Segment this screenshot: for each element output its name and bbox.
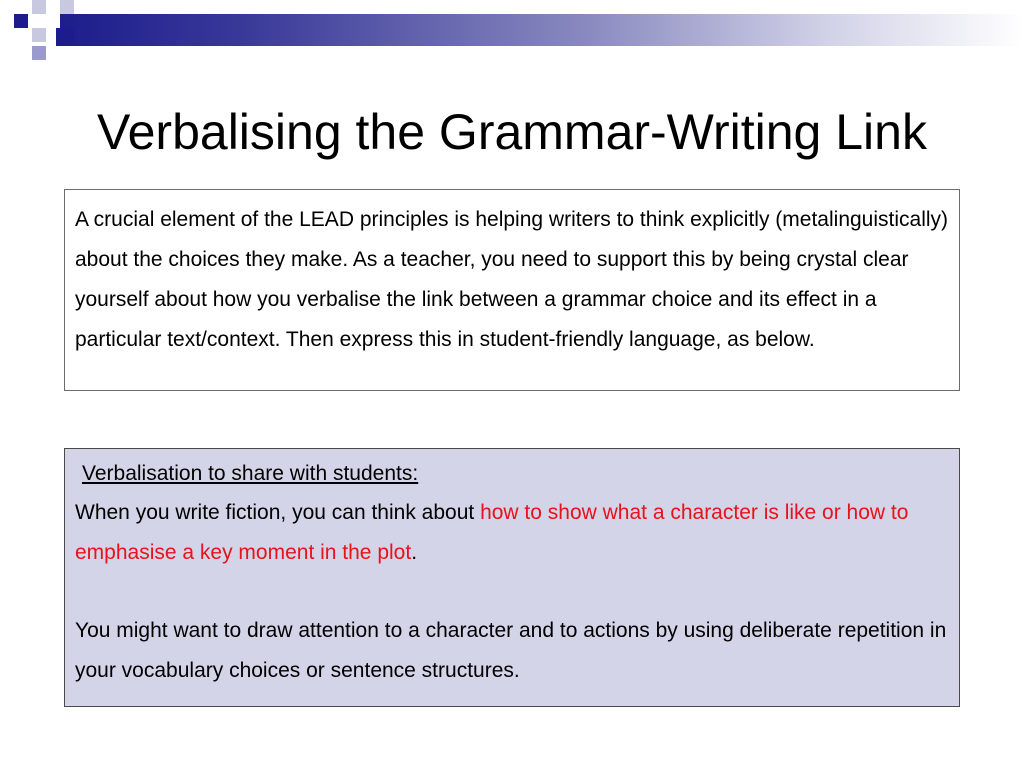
slide-title: Verbalising the Grammar-Writing Link xyxy=(97,104,927,160)
header-gradient-bar xyxy=(56,14,1024,46)
header-square xyxy=(32,28,46,42)
header-square xyxy=(32,0,46,14)
paragraph-spacer xyxy=(75,573,949,611)
header-square xyxy=(60,28,74,42)
highlighted-text: how to show what a character is like or how to emphasise a key moment in the plot xyxy=(75,501,909,564)
intro-text-box xyxy=(64,189,960,391)
header-square xyxy=(46,14,60,28)
intro-text: A crucial element of the LEAD principles is helping writers to think explicitly (metalinguistically) about the choices they make. As a teacher, you need to support this by being crystal clear yourself about how you verbalise the link between a grammar choice and its effect in a particular text/context. Then express this in student-friendly language, as below. xyxy=(75,208,949,351)
header-square xyxy=(32,46,46,60)
paragraph-text-end: . xyxy=(411,541,418,564)
header-square xyxy=(14,14,28,28)
verbalisation-paragraph-2: You might want to draw attention to a character and to actions by using deliberate repetition in your vocabulary choices or sentence structures. xyxy=(75,619,947,682)
verbalisation-heading: Verbalisation to share with students: xyxy=(82,462,419,485)
verbalisation-box xyxy=(64,448,960,707)
paragraph-text: When you write fiction, you can think about xyxy=(75,501,481,524)
header-square xyxy=(60,0,74,14)
verbalisation-paragraph-1 xyxy=(75,493,949,573)
